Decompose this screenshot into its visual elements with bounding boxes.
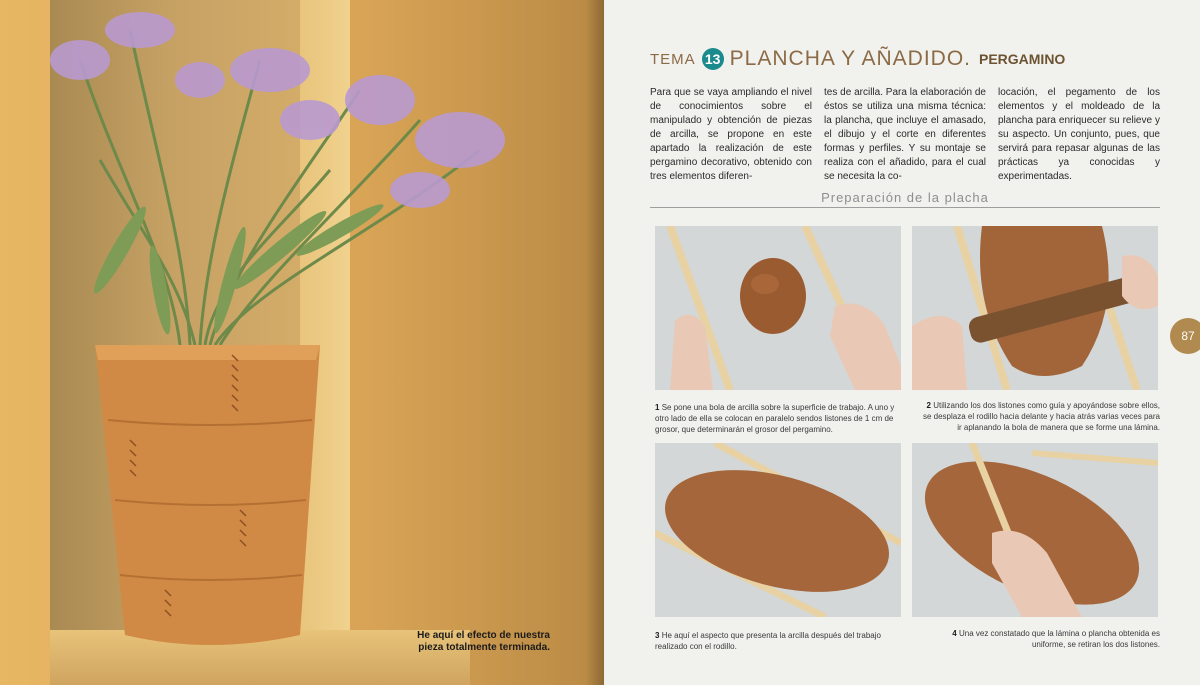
section-divider <box>650 207 1160 208</box>
intro-column-3: locación, el pegamento de los elementos y el moldeado de la plancha para enriquecer su relieve y su aspecto. Un conjunto, pues, que servirá para repasar algunas de las prácticas ya conocidas y experimentadas. <box>998 87 1160 182</box>
step-2-photo <box>912 226 1158 390</box>
intro-column-2: tes de arcilla. Para la elaboración de éstos se utiliza una misma técnica: la plancha, que incluye el amasado, el dibujo y el corte en diferentes formas y perfiles. Y su montaje se realiza con el añadido, para el cual se necesita la co- <box>824 87 986 182</box>
gutter-shadow <box>585 0 604 685</box>
chapter-title: PLANCHA Y AÑADIDO. <box>729 47 971 70</box>
step-2-number: 2 <box>926 401 931 410</box>
right-page <box>605 0 1200 685</box>
left-caption: He aquí el efecto de nuestra pieza totalmente terminada. <box>417 630 550 653</box>
step-3-caption <box>655 630 895 652</box>
chapter-header <box>650 44 1065 74</box>
step-2-caption <box>920 400 1160 433</box>
step-4-caption <box>920 628 1160 650</box>
page-number-badge: 87 <box>1170 318 1200 354</box>
section-title: Preparación de la placha <box>821 190 989 205</box>
step-1-text: Se pone una bola de arcilla sobre la superficie de trabajo. A uno y otro lado de ella se colocan en paralelo sendos listones de 1 cm de grosor, que determinarán el grosor del pergamino. <box>655 403 895 434</box>
tema-label: TEMA <box>650 50 696 68</box>
step-1-number: 1 <box>655 403 660 412</box>
step-3-text: He aquí el aspecto que presenta la arcilla después del trabajo realizado con el rodillo. <box>655 631 881 651</box>
tema-number-badge: 13 <box>702 48 724 70</box>
intro-text <box>650 86 1160 184</box>
step-4-text: Una vez constatado que la lámina o plancha obtenida es uniforme, se retiran los dos listones. <box>958 629 1160 649</box>
step-1-photo <box>655 226 901 390</box>
step-3-photo <box>655 443 901 617</box>
chapter-subtitle: PERGAMINO <box>978 51 1066 67</box>
step-4-number: 4 <box>952 629 957 638</box>
step-3-number: 3 <box>655 631 660 640</box>
intro-column-1: Para que se vaya ampliando el nivel de conocimientos sobre el manipulado y obtención de piezas de arcilla, se propone en este apartado la realización de este pergamino decorativo, obtenido con tres elementos diferen- <box>650 87 812 182</box>
step-1-caption <box>655 402 895 435</box>
step-4-photo <box>912 443 1158 617</box>
step-2-text: Utilizando los dos listones como guía y apoyándose sobre ellos, se desplaza el rodillo hacia delante y hacia atrás varias veces para ir aplanando la bola de manera que se forme una lámina. <box>922 401 1160 432</box>
